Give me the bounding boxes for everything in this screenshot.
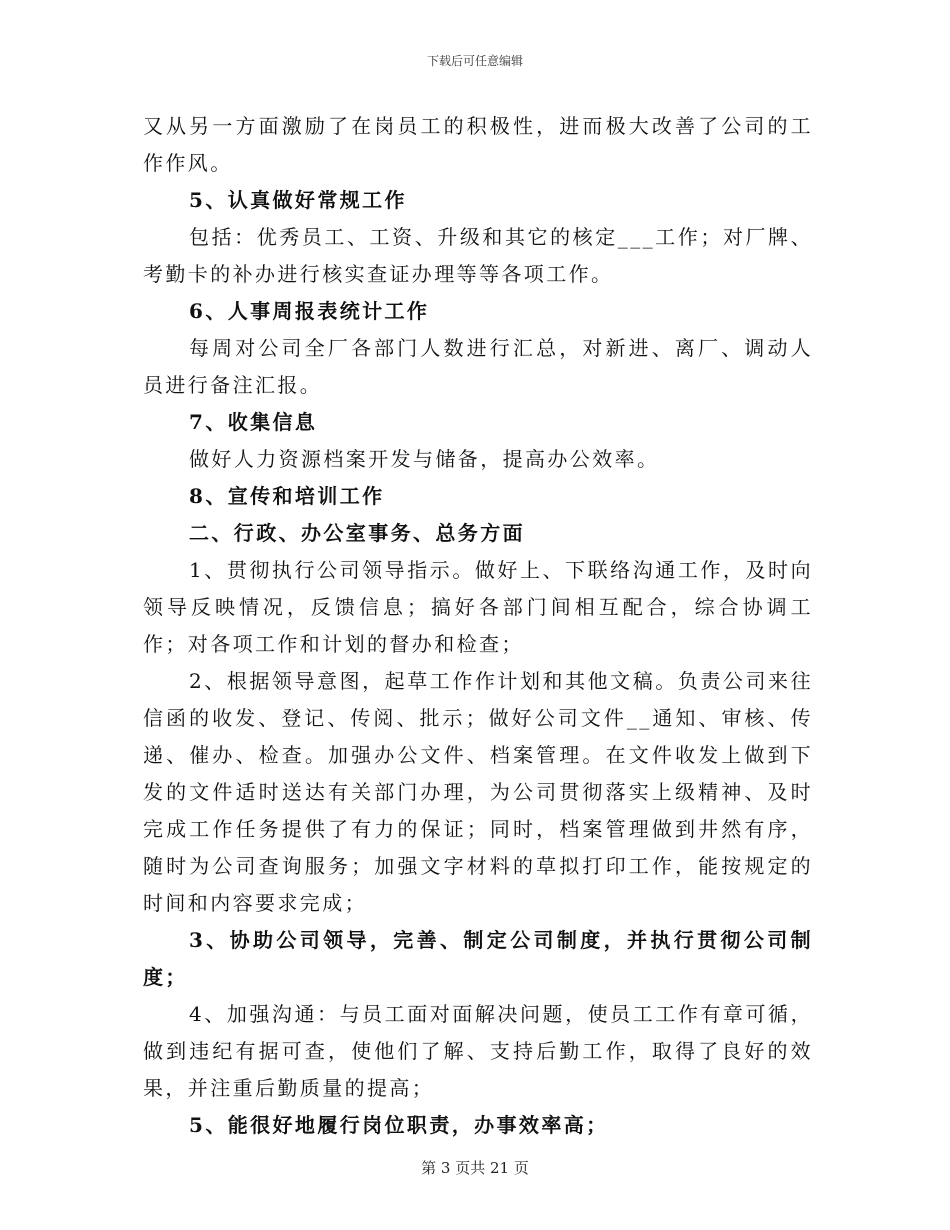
- section-heading: 8、宣传和培训工作: [189, 484, 385, 508]
- section-heading: 7、收集信息: [189, 410, 318, 434]
- page-header: 下载后可任意编辑: [426, 54, 523, 68]
- body-paragraph: 1、贯彻执行公司领导指示。做好上、下联络沟通工作，及时向领导反映情况，反馈信息；搞好各部门间相互配合，综合协调工作；对各项工作和计划的督办和检查；: [143, 558, 813, 656]
- section-heading: 5、能很好地履行岗位职责，办事效率高；: [189, 1113, 609, 1137]
- section-heading: 6、人事周报表统计工作: [189, 299, 430, 323]
- chapter-heading: 二、行政、办公室事务、总务方面: [189, 521, 525, 545]
- body-paragraph: 每周对公司全厂各部门人数进行汇总，对新进、离厂、调动人员进行备注汇报。: [143, 336, 813, 397]
- page-footer: 第 3 页共 21 页: [421, 1159, 529, 1177]
- section-heading: 5、认真做好常规工作: [189, 188, 407, 212]
- body-paragraph: 2、根据领导意图，起草工作作计划和其他文稿。负责公司来往信函的收发、登记、传阅、批示；做好公司文件__通知、审核、传递、催办、检查。加强办公文件、档案管理。在文件收发上做到下发的文件适时送达有关部门办理，为公司贯彻落实上级精神、及时完成工作任务提供了有力的保证；同时，档案管理做到井然有序，随时为公司查询服务；加强文字材料的草拟打印工作，能按规定的时间和内容要求完成；: [143, 669, 813, 915]
- body-paragraph: 又从另一方面激励了在岗员工的积极性，进而极大改善了公司的工作作风。: [143, 114, 813, 175]
- section-heading: 3、协助公司领导，完善、制定公司制度，并执行贯彻公司制度；: [143, 928, 813, 989]
- body-paragraph: 包括：优秀员工、工资、升级和其它的核定___工作；对厂牌、考勤卡的补办进行核实查证办理等等各项工作。: [143, 225, 813, 286]
- document-body: [143, 108, 813, 1144]
- body-paragraph: 4、加强沟通：与员工面对面解决问题，使员工工作有章可循，做到违纪有据可查，使他们了解、支持后勤工作，取得了良好的效果，并注重后勤质量的提高；: [143, 1002, 813, 1100]
- body-paragraph: 做好人力资源档案开发与储备，提高办公效率。: [189, 447, 660, 471]
